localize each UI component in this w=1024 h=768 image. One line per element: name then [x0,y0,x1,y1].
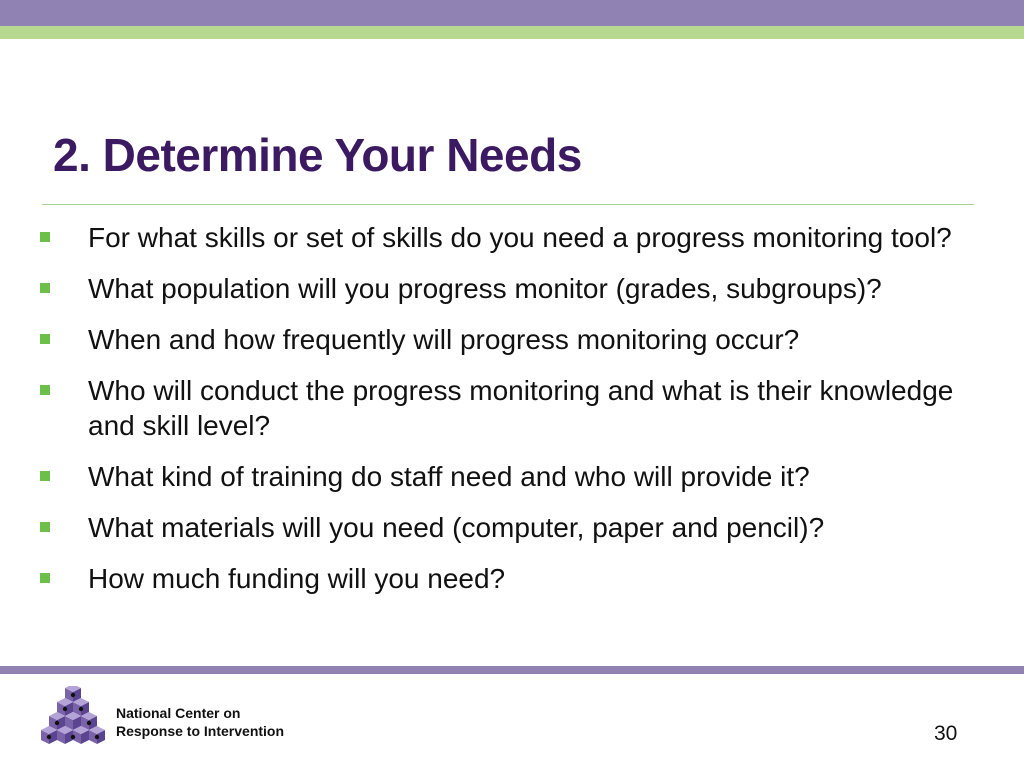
footer-bar [0,666,1024,674]
square-bullet-icon [40,283,50,293]
bullet-item [38,459,998,494]
bullet-item [38,322,998,357]
square-bullet-icon [40,522,50,532]
org-name-line-2: Response to Intervention [116,723,285,739]
bullet-text: What kind of training do staff need and who will provide it? [88,461,810,492]
header-bar-purple [0,0,1024,26]
bullet-text: When and how frequently will progress monitoring occur? [88,324,800,355]
title-divider [42,204,974,205]
bullet-item [38,510,998,545]
square-bullet-icon [40,385,50,395]
slide-title: 2. Determine Your Needs [53,129,582,181]
square-bullet-icon [40,232,50,242]
square-bullet-icon [40,334,50,344]
bullet-item [38,373,998,443]
bullet-list [38,220,998,612]
bullet-text: What population will you progress monitor (grades, subgroups)? [88,273,882,304]
bullet-text: For what skills or set of skills do you need a progress monitoring tool? [88,222,952,253]
bullet-text: What materials will you need (computer, paper and pencil)? [88,512,825,543]
bullet-text: How much funding will you need? [88,563,506,594]
org-name-line-1: National Center on [116,705,241,721]
bullet-item [38,220,998,255]
organization-name [116,704,284,740]
slide-number: 30 [934,722,958,745]
bullet-item [38,271,998,306]
stacked-cubes-logo-icon [38,686,108,754]
bullet-text: Who will conduct the progress monitoring and what is their knowledge and skill level? [88,375,954,441]
square-bullet-icon [40,573,50,583]
bullet-item [38,561,998,596]
square-bullet-icon [40,471,50,481]
header-bar-green [0,26,1024,39]
